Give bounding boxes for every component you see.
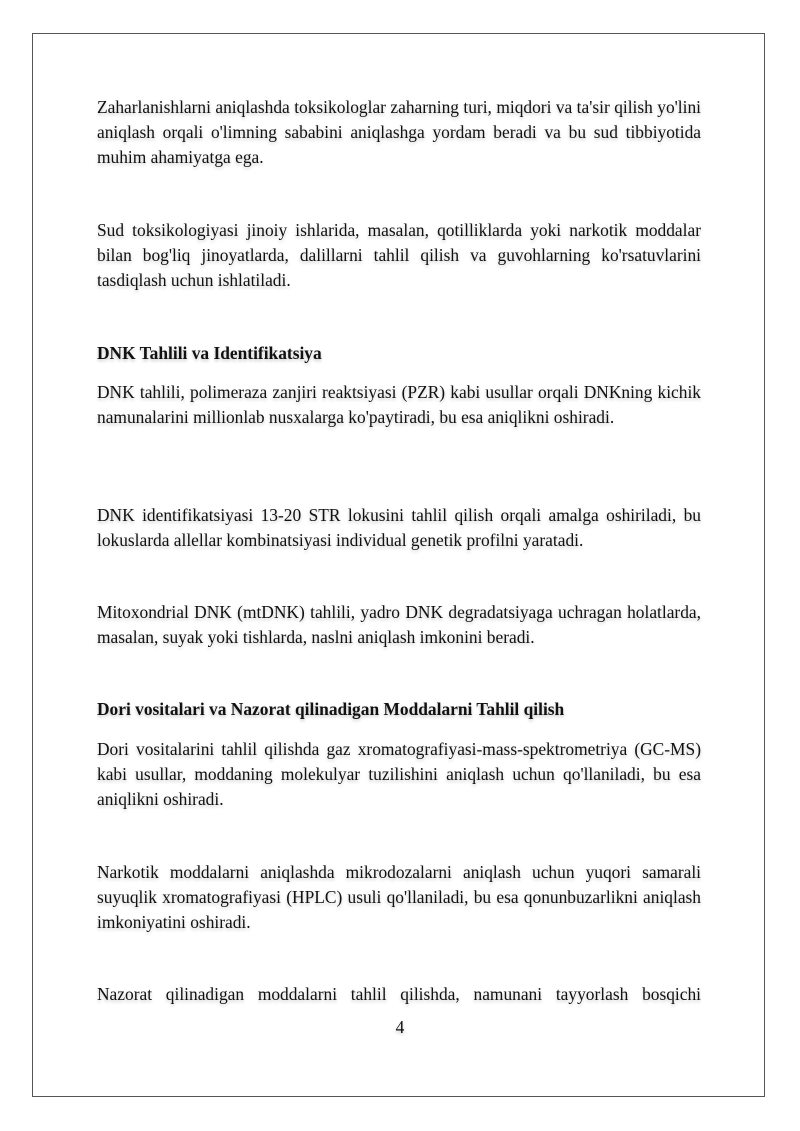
paragraph-hplc: Narkotik moddalarni aniqlashda mikrodozalarni aniqlash uchun yuqori samarali suyuqlik xromatografiyasi (HPLC) usuli qo'llaniladi, bu esa qonunbuzarlikni aniqlash imkoniyatini oshiradi. xyxy=(97,862,701,932)
paragraph-pcr-analysis: DNK tahlili, polimeraza zanjiri reaktsiyasi (PZR) kabi usullar orqali DNKning kichik namunalarini millionlab nusxalarga ko'paytiradi, bu esa aniqlikni oshiradi. xyxy=(97,382,701,427)
heading-dna-analysis: DNK Tahlili va Identifikatsiya xyxy=(97,343,322,363)
paragraph-gc-ms: Dori vositalarini tahlil qilishda gaz xromatografiyasi-mass-spektrometriya (GC-MS) kabi usullar, moddaning molekulyar tuzilishini aniqlash uchun qo'llaniladi, bu esa aniqlikni oshiradi. xyxy=(97,739,701,809)
paragraph-forensic-toxicology: Sud toksikologiyasi jinoiy ishlarida, masalan, qotilliklarda yoki narkotik moddalar bilan bog'liq jinoyatlarda, dalillarni tahlil qilish va guvohlarning ko'rsatuvlarini tasdiqlash uchun ishlatiladi. xyxy=(97,220,701,290)
paragraph-str-identification: DNK identifikatsiyasi 13-20 STR lokusini tahlil qilish orqali amalga oshiriladi, bu lokuslarda allellar kombinatsiyasi individual genetik profilni yaratadi. xyxy=(97,505,701,550)
page-number: 4 xyxy=(395,1017,405,1037)
heading-drug-analysis: Dori vositalari va Nazorat qilinadigan Moddalarni Tahlil qilish xyxy=(97,699,565,719)
page-border xyxy=(32,33,765,1097)
paragraph-poisoning-detection: Zaharlanishlarni aniqlashda toksikologlar zaharning turi, miqdori va ta'sir qilish yo'lini aniqlash orqali o'limning sababini aniqlashga yordam beradi va bu sud tibbiyotida muhim ahamiyatga ega. xyxy=(97,97,701,167)
paragraph-controlled-substances: Nazorat qilinadigan moddalarni tahlil qilishda, namunani tayyorlash bosqichi xyxy=(97,984,701,1004)
paragraph-mitochondrial-dna: Mitoxondrial DNK (mtDNK) tahlili, yadro DNK degradatsiyaga uchragan holatlarda, masalan, suyak yoki tishlarda, naslni aniqlash imkonini beradi. xyxy=(97,602,701,647)
